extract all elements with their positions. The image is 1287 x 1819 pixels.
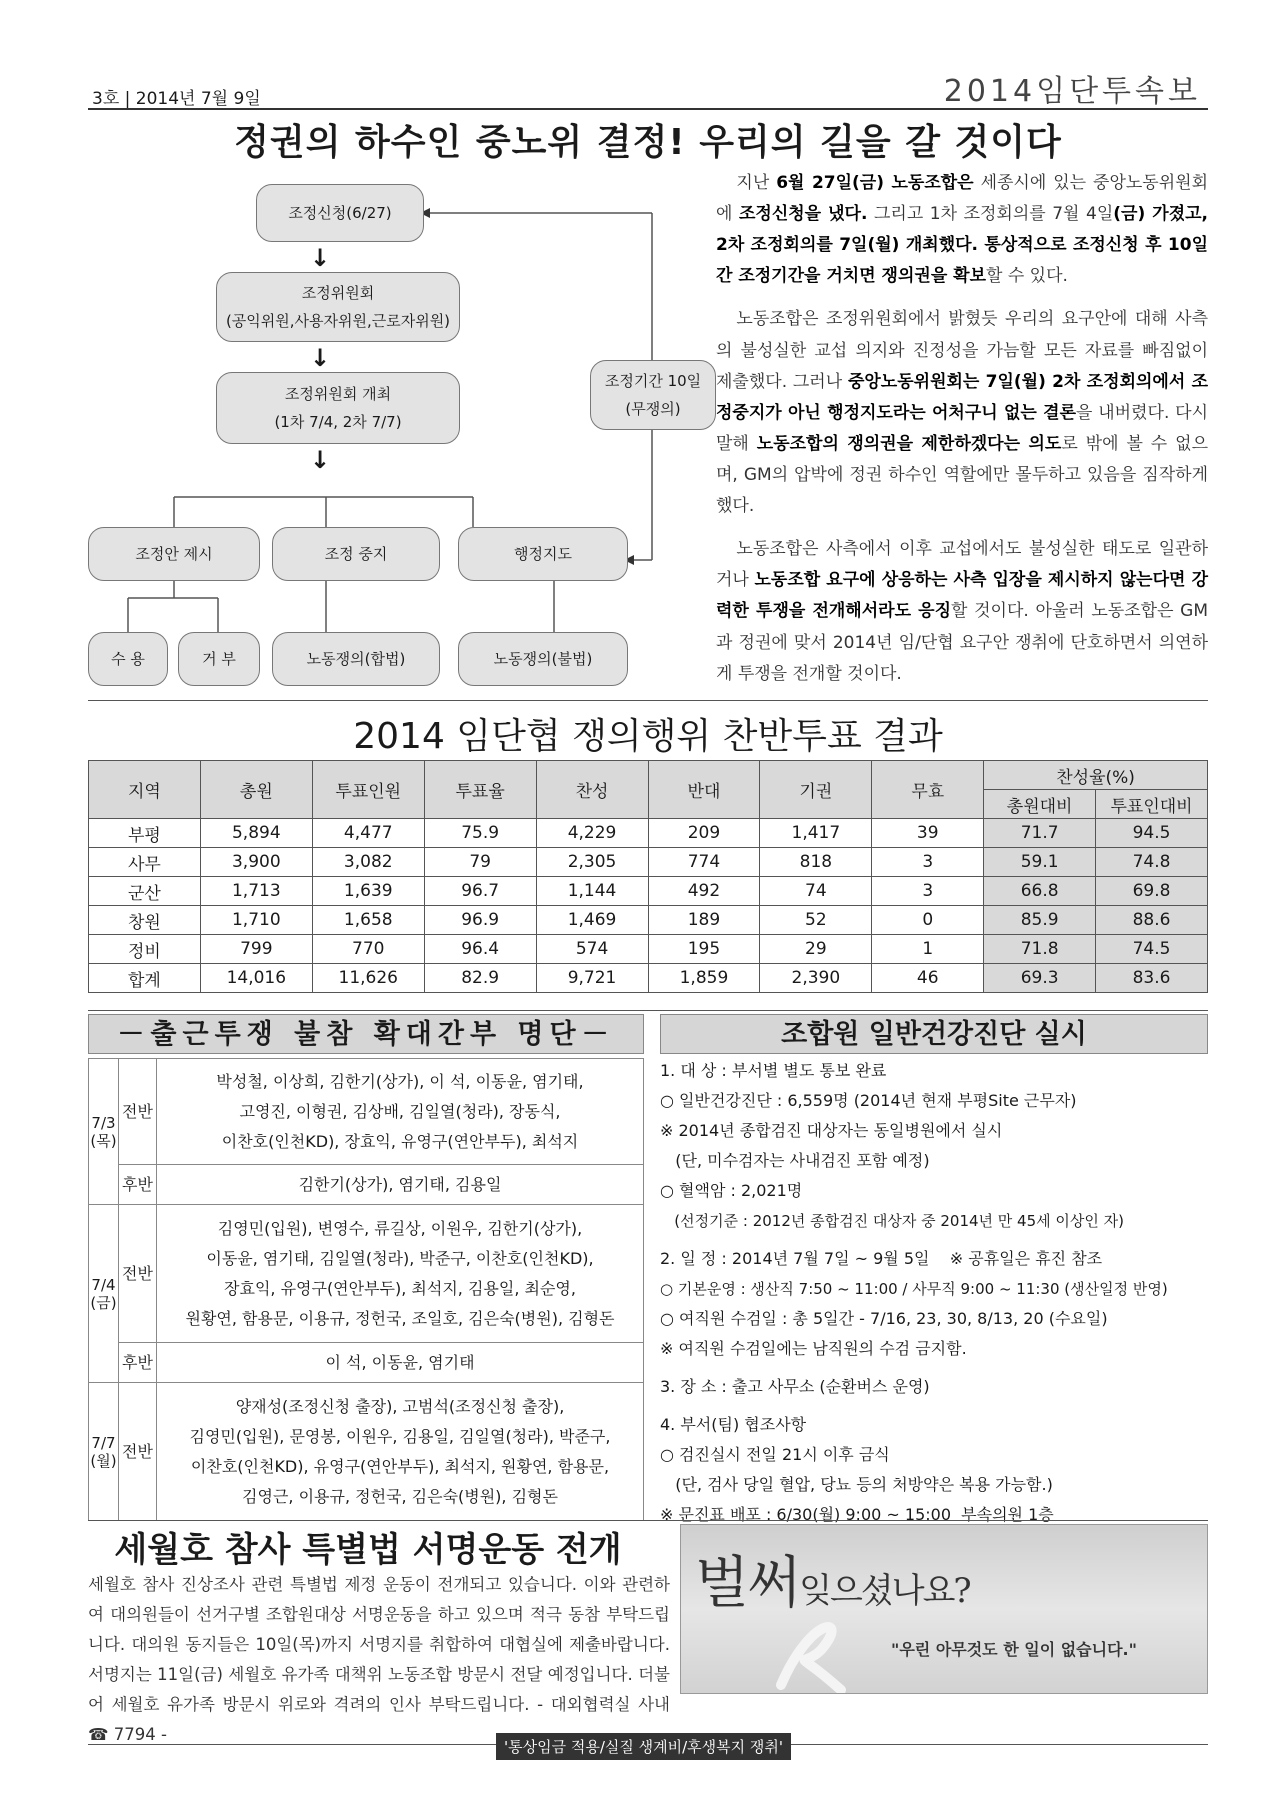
health-notice: [660, 1056, 1208, 1530]
meeting-line2: (1차 7/4, 2차 7/7): [274, 413, 402, 431]
value-cell: 3,082: [312, 848, 424, 877]
vote-header-cell: 지역: [89, 761, 201, 819]
names-line: 이동윤, 염기태, 김일열(청라), 박준구, 이찬호(인천KD),: [206, 1248, 594, 1268]
value-cell: 1,658: [312, 906, 424, 935]
vote-header-cell: 총원: [200, 761, 312, 819]
value-cell: 574: [536, 935, 648, 964]
region-cell: 정비: [89, 935, 201, 964]
article-text: 을 내버렸다. 다시 말해: [716, 402, 1208, 454]
sewol-title: 세월호 참사 특별법 서명운동 전개: [114, 1530, 622, 1570]
names-line: 김영민(입원), 문영봉, 이원우, 김용일, 김일열(청라), 박준구,: [189, 1426, 611, 1446]
value-cell: 46: [872, 964, 984, 993]
shift-cell: 전반: [119, 1205, 157, 1343]
value-cell: 52: [760, 906, 872, 935]
remembrance-poster: [680, 1524, 1208, 1694]
vote-header-cell: 총원대비: [984, 790, 1096, 819]
article-text: 그리고 1차 조정회의를 7월 4일: [867, 204, 1114, 225]
article-emphasis: 노동조합 요구에 상응하는 사측 입장을 제시하지 않는다면 강력한 투쟁을 전개해서라도 응징: [716, 570, 1208, 622]
value-cell: 4,229: [536, 819, 648, 848]
date-cell: 7/4 (금): [89, 1205, 119, 1383]
names-cell: [157, 1059, 644, 1165]
value-cell: 71.7: [984, 819, 1096, 848]
health-line: ※ 여직원 수검일에는 남직원의 수검 금지함.: [660, 1339, 967, 1358]
proposal-label: 조정안 제시: [135, 544, 213, 563]
names-line: 원황연, 함용문, 이용규, 정헌국, 조일호, 김은숙(병원), 김형돈: [185, 1308, 615, 1328]
legal-dispute-box: [272, 632, 440, 686]
stop-box: [272, 527, 440, 581]
names-line: 고영진, 이형권, 김상배, 김일열(청라), 장동식,: [239, 1101, 561, 1121]
article-emphasis: 노동조합의 쟁의권을 제한하겠다는 의도: [756, 433, 1062, 454]
committee-line1: 조정위원회: [301, 283, 375, 302]
value-cell: 1,144: [536, 877, 648, 906]
health-line: (단, 검사 당일 혈압, 당뇨 등의 처방약은 복용 가능함.): [660, 1475, 1053, 1494]
value-cell: 2,305: [536, 848, 648, 877]
paper-name: 2014임단투속보: [943, 74, 1201, 109]
admin-label: 행정지도: [514, 544, 572, 563]
sewol-body: 세월호 참사 진상조사 관련 특별법 제정 운동이 전개되고 있습니다. 이와 관련하여 대의원들이 선거구별 조합원대상 서명운동을 하고 있으며 적극 동참 부탁드립니다. 대의원 동지들은 10일(목)까지 서명지를 취합하여 대협실에 제출바랍니다. 서명지는 11일(금) 세월호 유가족 대책위 노동조합 방문시 전달 예정입니다. 더불어 세월호 유가족 방문시 위로와 격려의 인사 부탁드립니다. - 대외협력실 사내 ☎ 7794 -: [88, 1575, 670, 1744]
article-text: 세종시에 있는 중앙노동위원회에: [716, 173, 1208, 225]
value-cell: 69.8: [1096, 877, 1208, 906]
article-text: 할 것이다. 아울러 노동조합은 GM과 정권에 맞서 2014년 임/단협 요구안 쟁취에 단호하면서 의연하게 투쟁을 전개할 것이다.: [716, 601, 1208, 684]
value-cell: 85.9: [984, 906, 1096, 935]
health-line: 3. 장 소 : 출고 사무소 (순환버스 운영): [660, 1377, 930, 1396]
value-cell: 11,626: [312, 964, 424, 993]
proposal-box: [88, 527, 260, 581]
table-row: [89, 906, 1208, 935]
value-cell: 3,900: [200, 848, 312, 877]
value-cell: 71.8: [984, 935, 1096, 964]
value-cell: 1,639: [312, 877, 424, 906]
health-line: ※ 2014년 종합검진 대상자는 동일병원에서 실시: [660, 1121, 1003, 1140]
spacer: [660, 1402, 1208, 1410]
strike-list-table: [88, 1058, 644, 1521]
value-cell: 94.5: [1096, 819, 1208, 848]
value-cell: 195: [648, 935, 760, 964]
article-text: 할 수 있다.: [986, 266, 1068, 287]
names-line: 양재성(조정신청 출장), 고범석(조정신청 출장),: [235, 1396, 565, 1416]
value-cell: 74: [760, 877, 872, 906]
article-text: 지난: [736, 173, 777, 193]
apply-label: 조정신청(6/27): [288, 203, 392, 222]
table-row: [89, 964, 1208, 993]
region-cell: 사무: [89, 848, 201, 877]
shift-cell: 후반: [119, 1165, 157, 1205]
value-cell: 818: [760, 848, 872, 877]
health-line: 4. 부서(팀) 협조사항: [660, 1415, 807, 1434]
strike-list-title: －출근투쟁 불참 확대간부 명단－: [88, 1014, 644, 1054]
date-cell: 7/7 (월): [89, 1383, 119, 1521]
value-cell: 75.9: [424, 819, 536, 848]
vote-header-cell: 투표인원: [312, 761, 424, 819]
apply-box: [256, 184, 424, 242]
health-line: ○ 기본운영 : 생산직 7:50 ~ 11:00 / 사무직 9:00 ~ 11:30 (생산일정 반영): [660, 1280, 1168, 1298]
health-line: ○ 여직원 수검일 : 총 5일간 - 7/16, 23, 30, 8/13, 20 (수요일): [660, 1309, 1108, 1328]
poster-headline: [695, 1539, 970, 1619]
region-cell: 부평: [89, 819, 201, 848]
meeting-box: [216, 372, 460, 444]
admin-box: [458, 527, 628, 581]
names-cell: [157, 1205, 644, 1343]
main-article: [716, 168, 1208, 702]
table-row: [89, 1165, 644, 1205]
committee-box: [216, 272, 460, 342]
header-rule: [88, 108, 1208, 110]
poster-small-text: 잊으셨나요?: [799, 1571, 970, 1611]
value-cell: 770: [312, 935, 424, 964]
value-cell: 74.8: [1096, 848, 1208, 877]
committee-line2: (공익위원,사용자위원,근로자위원): [225, 312, 451, 330]
value-cell: 5,894: [200, 819, 312, 848]
period-line2: (무쟁의): [625, 400, 681, 418]
names-cell: 김한기(상가), 염기태, 김용일: [157, 1165, 644, 1205]
value-cell: 9,721: [536, 964, 648, 993]
shift-cell: 전반: [119, 1059, 157, 1165]
health-line: ○ 혈액암 : 2,021명: [660, 1181, 803, 1200]
poster-quote: "우린 아무것도 한 일이 없습니다.": [891, 1640, 1137, 1659]
article-paragraph-2: [716, 304, 1208, 522]
article-paragraph-3: [716, 534, 1208, 690]
article-text: 노동조합은 사측에서 이후 교섭에서도 불성실한 태도로 일관하거나: [716, 539, 1208, 591]
illegal-dispute-box: [458, 632, 628, 686]
value-cell: 0: [872, 906, 984, 935]
vote-header-row: [89, 761, 1208, 790]
value-cell: 66.8: [984, 877, 1096, 906]
value-cell: 1,713: [200, 877, 312, 906]
section-divider: [88, 1520, 1208, 1521]
reject-label: 거 부: [202, 649, 236, 668]
value-cell: 2,390: [760, 964, 872, 993]
value-cell: 14,016: [200, 964, 312, 993]
value-cell: 774: [648, 848, 760, 877]
article-emphasis: 조정신청을 냈다.: [738, 204, 868, 225]
value-cell: 1,417: [760, 819, 872, 848]
health-line: 2. 일 정 : 2014년 7월 7일 ~ 9월 5일 ※ 공휴일은 휴진 참조: [660, 1249, 1103, 1268]
article-paragraph-1: [716, 168, 1208, 292]
value-cell: 1,710: [200, 906, 312, 935]
value-cell: 96.4: [424, 935, 536, 964]
section-divider: [88, 700, 1208, 701]
table-row: [89, 1205, 644, 1343]
health-line: ○ 일반건강진단 : 6,559명 (2014년 현재 부평Site 근무자): [660, 1091, 1077, 1110]
health-line: (단, 미수검자는 사내검진 포함 예정): [660, 1151, 930, 1170]
table-row: [89, 848, 1208, 877]
value-cell: 3: [872, 848, 984, 877]
vote-header-cell: 반대: [648, 761, 760, 819]
value-cell: 82.9: [424, 964, 536, 993]
article-emphasis: (금) 가졌고, 2차 조정회의를 7일(월) 개최했다. 통상적으로 조정신청 후 10일간 조정기간을 거치면 쟁의권을 확보: [716, 204, 1209, 287]
spacer: [660, 1364, 1208, 1372]
article-text: 노동조합은 조정위원회에서 밝혔듯 우리의 요구안에 대해 사측의 불성실한 교섭 의지와 진정성을 가늠할 모든 자료를 빠짐없이 제출했다. 그러나: [716, 309, 1208, 392]
article-emphasis: 6월 27일(금) 노동조합은: [776, 173, 974, 193]
value-cell: 1,469: [536, 906, 648, 935]
stop-label: 조정 중지: [324, 544, 388, 563]
down-arrow-icon: ↓: [310, 244, 331, 272]
vote-header-cell: 찬성: [536, 761, 648, 819]
names-cell: [157, 1383, 644, 1521]
names-line: 장효익, 유영구(연안부두), 최석지, 김용일, 최순영,: [224, 1278, 576, 1298]
table-row: [89, 1383, 644, 1521]
value-cell: 209: [648, 819, 760, 848]
value-cell: 79: [424, 848, 536, 877]
value-cell: 59.1: [984, 848, 1096, 877]
value-cell: 83.6: [1096, 964, 1208, 993]
accept-box: [88, 632, 168, 686]
names-line: 이찬호(인천KD), 장효익, 유영구(연안부두), 최석지: [221, 1131, 579, 1151]
value-cell: 492: [648, 877, 760, 906]
value-cell: 88.6: [1096, 906, 1208, 935]
article-text: 로 밖에 볼 수 없으며, GM의 압박에 정권 하수인 역할에만 몰두하고 있음을 짐작하게 했다.: [716, 433, 1208, 517]
table-row: [89, 877, 1208, 906]
health-line: (선정기준 : 2012년 종합검진 대상자 중 2014년 만 45세 이상인 자): [660, 1212, 1124, 1230]
accept-label: 수 용: [111, 649, 145, 668]
names-line: 김영근, 이용규, 정헌국, 김은숙(병원), 김형돈: [242, 1486, 558, 1506]
value-cell: 96.7: [424, 877, 536, 906]
names-line: 이찬호(인천KD), 유영구(연안부두), 최석지, 원황연, 함용문,: [190, 1456, 610, 1476]
names-line: 박성철, 이상희, 김한기(상가), 이 석, 이동윤, 염기태,: [216, 1071, 584, 1091]
spacer: [660, 1236, 1208, 1244]
names-line: 김영민(입원), 변영수, 류길상, 이원우, 김한기(상가),: [217, 1218, 583, 1238]
value-cell: 1: [872, 935, 984, 964]
vote-header-cell: 무효: [872, 761, 984, 819]
legal-dispute-label: 노동쟁의(합법): [306, 649, 406, 668]
footer-slogan: '통상임금 적용/실질 생계비/후생복지 쟁취': [496, 1733, 791, 1760]
value-cell: 74.5: [1096, 935, 1208, 964]
vote-header-cell: 투표율: [424, 761, 536, 819]
value-cell: 39: [872, 819, 984, 848]
value-cell: 4,477: [312, 819, 424, 848]
vote-title: 2014 임단협 쟁의행위 찬반투표 결과: [353, 716, 943, 757]
down-arrow-icon: ↓: [310, 446, 331, 474]
period-box: [590, 360, 716, 430]
vote-header-cell: 찬성율(%): [984, 761, 1208, 790]
shift-cell: 후반: [119, 1343, 157, 1383]
illegal-dispute-label: 노동쟁의(불법): [493, 649, 593, 668]
value-cell: 96.9: [424, 906, 536, 935]
table-row: [89, 819, 1208, 848]
health-line: 1. 대 상 : 부서별 별도 통보 완료: [660, 1061, 887, 1080]
shift-cell: 전반: [119, 1383, 157, 1521]
main-title: 정권의 하수인 중노위 결정! 우리의 길을 갈 것이다: [234, 122, 1062, 163]
value-cell: 799: [200, 935, 312, 964]
reject-box: [178, 632, 260, 686]
issue-info: 3호 | 2014년 7월 9일: [92, 89, 261, 109]
region-cell: 군산: [89, 877, 201, 906]
section-divider: [88, 1010, 1208, 1011]
region-cell: 합계: [89, 964, 201, 993]
date-cell: 7/3 (목): [89, 1059, 119, 1205]
table-row: [89, 1343, 644, 1383]
period-line1: 조정기간 10일: [604, 371, 702, 390]
poster-big-text: 벌써: [695, 1551, 800, 1616]
value-cell: 189: [648, 906, 760, 935]
mediation-flowchart: [88, 170, 708, 700]
value-cell: 69.3: [984, 964, 1096, 993]
value-cell: 3: [872, 877, 984, 906]
article-emphasis: 중앙노동위원회는 7일(월) 2차 조정회의에서 조정중지가 아닌 행정지도라는 어처구니 없는 결론: [716, 371, 1208, 423]
vote-header-cell: 투표인대비: [1096, 790, 1208, 819]
value-cell: 29: [760, 935, 872, 964]
down-arrow-icon: ↓: [310, 344, 331, 372]
vote-header-cell: 기권: [760, 761, 872, 819]
table-row: [89, 1059, 644, 1165]
region-cell: 창원: [89, 906, 201, 935]
names-cell: 이 석, 이동윤, 염기태: [157, 1343, 644, 1383]
table-row: [89, 935, 1208, 964]
health-line: ○ 검진실시 전일 21시 이후 금식: [660, 1445, 890, 1464]
vote-results-table: [88, 760, 1208, 993]
health-title: 조합원 일반건강진단 실시: [660, 1014, 1208, 1054]
health-line: ※ 문진표 배포 : 6/30(월) 9:00 ~ 15:00 부속의원 1층: [660, 1505, 1054, 1524]
value-cell: 1,859: [648, 964, 760, 993]
meeting-line1: 조정위원회 개최: [284, 384, 392, 403]
